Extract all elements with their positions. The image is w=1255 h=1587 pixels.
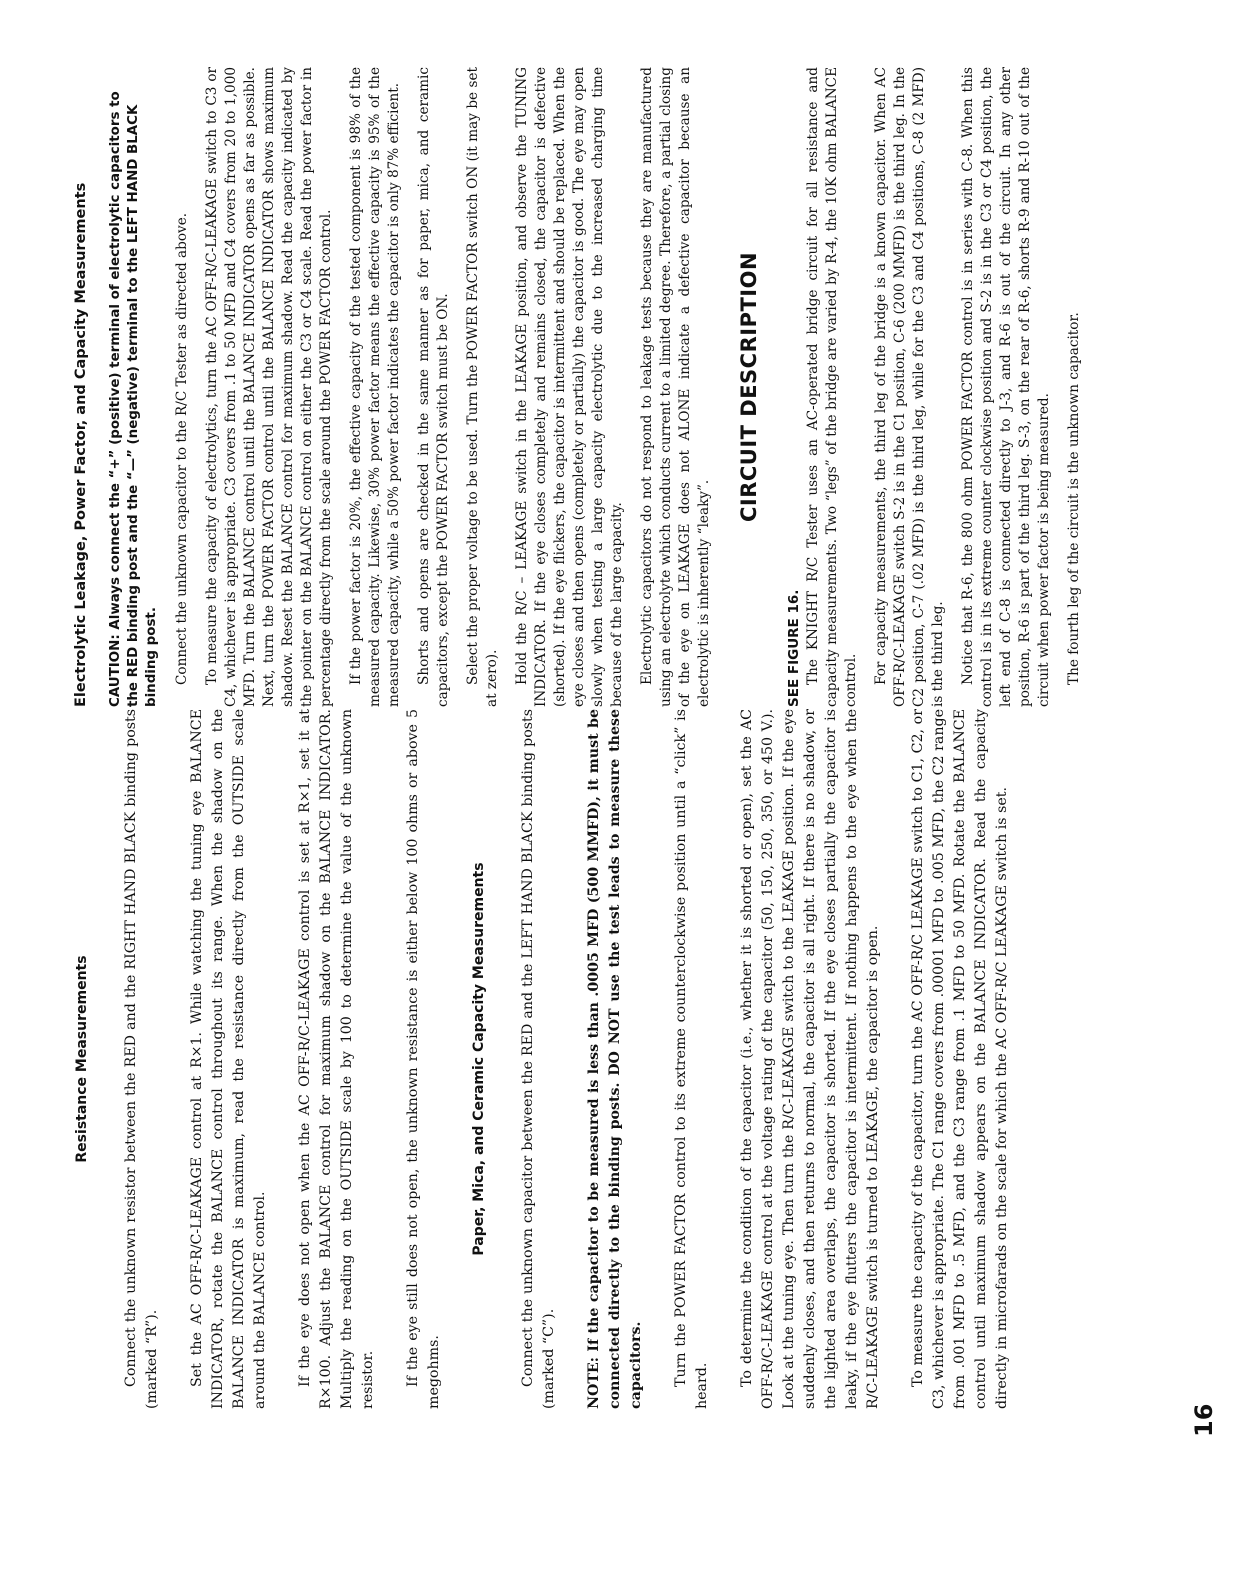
electrolytic-heading: Electrolytic Leakage, Power Factor, and Capacity Measurements [73,182,89,707]
caution-note: CAUTION: Always connect the “+” (positive) terminal of electrolytic capacitors to the RED binding post and the “—” (negative) terminal to the LEFT HAND BLACK binding post. [108,91,159,707]
circuit-paragraph-2: For capacity measurements, the third leg of the bridge is a known capacitor. When AC OFF-R/C-LEAKAGE switch S-2 is in the C1 position, C-6 (200 MMFD) is the third leg. In the C2 position, C-7 (.02 MFD) is the third leg, while for the C3 and C4 positions, C-8 (2 MFD) is the third leg. [873,67,946,707]
electrolytic-paragraph-5: Select the proper voltage to be used. Turn the POWER FACTOR switch ON (it may be set at zero). [465,67,500,707]
electrolytic-paragraph-4: Shorts and opens are checked in the same manner as for paper, mica, and ceramic capacitors, except the POWER FACTOR switch must be ON. [416,67,451,707]
see-figure-label: SEE FIGURE 16. [786,589,802,707]
electrolytic-paragraph-2: To measure the capacity of electrolytics, turn the AC OFF-R/C-LEAKAGE switch to C3 or C4, whichever is appropriate. C3 covers from .1 to 50 MFD and C4 covers from 20 to 1,000 MFD. Turn the BALANCE control until the BALANCE INDICATOR opens as far as possible. Next, turn the POWER FACTOR control until the BALANCE INDICATOR shows maximum shadow. Reset the BALANCE control for maximum shadow. Read the capacity indicated by the pointer on the BALANCE control on either the C3 or C4 scale. Read the power factor in percentage directly from the scale around the POWER FACTOR control. [204,67,334,707]
circuit-paragraph-1: The KNIGHT R/C Tester uses an AC-operated bridge circuit for all resistance and capacity measurements. Two “legs” of the bridge are varied by R-4, the 10K ohm BALANCE control. [805,67,859,707]
resistance-heading: Resistance Measurements [74,955,90,1163]
resistance-paragraph-4: If the eye still does not open, the unknown resistance is either below 100 ohms or above 5 megohms. [405,709,442,1409]
paper-paragraph-3: To determine the condition of the capacitor (i.e., whether it is shorted or open), set the AC OFF-R/C-LEAKAGE control at the voltage rating of the capacitor (50, 150, 250, 350, or 450 V.). Look at the tuning eye. Then turn the R/C-LEAKAGE switch to the LEAKAGE position. If the eye suddenly closes, and then returns to normal, the capacitor is all right. If there is no shadow, or the lighted area overlaps, the capacitor is shorted. If the eye closes partially the capacitor is leaky, if the eye flutters the capacitor is intermittent. If nothing happens to the eye when the R/C-LEAKAGE switch is turned to LEAKAGE, the capacitor is open. [739,709,881,1409]
electrolytic-paragraph-3: If the power factor is 20%, the effective capacity of the tested component is 98% of the measured capacity. Likewise, 30% power factor means the effective capacity is 95% of the measured capacity, while a 50% power factor indicates the capacitor is only 87% efficient. [348,67,402,707]
electrolytic-paragraph-6: Hold the R/C – LEAKAGE switch in the LEAKAGE position, and observe the TUNING INDICATOR. If the eye closes completely and remains closed, the capacitor is defective (shorted). If the eye flickers, the capacitor is intermittent and should be replaced. When the eye closes and then opens (completely or partially) the capacitor is good. The eye may open slowly when testing a large capacity electrolytic due to the increased charging time because of the large capacity. [514,67,625,707]
paper-paragraph-1: Connect the unknown capacitor between the RED and the LEFT HAND BLACK binding posts (marked “C”). [520,709,557,1409]
paper-paragraph-2: Turn the POWER FACTOR control to its extreme counterclockwise position until a “click” is heard. [673,709,710,1409]
circuit-description-heading: CIRCUIT DESCRIPTION [737,251,761,523]
left-column [72,709,1037,1409]
right-column [72,67,1095,707]
resistance-paragraph-1: Connect the unknown resistor between the RED and the RIGHT HAND BLACK binding posts (marked “R”). [123,709,160,1409]
circuit-paragraph-4: The fourth leg of the circuit is the unknown capacitor. [1066,312,1082,685]
resistance-paragraph-3: If the eye does not open when the AC OFF-R/C-LEAKAGE control is set at R×1, set it at R×100. Adjust the BALANCE control for maximum shadow on the BALANCE INDICATOR. Multiply the reading on the OUTSIDE scale by 100 to determine the value of the unknown resistor. [297,709,376,1409]
resistance-paragraph-2: Set the AC OFF-R/C-LEAKAGE control at R×1. While watching the tuning eye BALANCE INDICATOR, rotate the BALANCE control throughout its range. When the shadow on the BALANCE INDICATOR is maximum, read the resistance directly from the OUTSIDE scale around the BALANCE control. [189,709,268,1409]
page-number: 16 [1190,1403,1218,1437]
paper-note: NOTE: If the capacitor to be measured is less than .0005 MFD (500 MMFD), it must be connected directly to the binding posts. DO NOT use the test leads to measure these capacitors. [586,709,644,1409]
electrolytic-paragraph-7: Electrolytic capacitors do not respond to leakage tests because they are manufactured using an electrolyte which conducts current to a limited degree. Therefore, a partial closing of the eye on LEAKAGE does not ALONE indicate a defective capacitor because an electrolytic is inherently “leaky”. [639,67,712,707]
electrolytic-paragraph-1: Connect the unknown capacitor to the R/C Tester as directed above. [174,212,190,685]
circuit-paragraph-3: Notice that R-6, the 800 ohm POWER FACTOR control is in series with C-8. When this control is in its extreme counter clockwise position and S-2 is in the C3 or C4 position, the left end of C-8 is connected directly to J-3, and R-6 is out of the circuit. In any other position, R-6 is part of the third leg. S-3, on the rear of R-6, shorts R-9 and R-10 out of the circuit when power factor is being measured. [960,67,1052,707]
paper-paragraph-4: To measure the capacity of the capacitor, turn the AC OFF-R/C LEAKAGE switch to C1, C2, or C3, whichever is appropriate. The C1 range covers from .00001 MFD to .005 MFD, the C2 range from .001 MFD to .5 MFD, and the C3 range from .1 MFD to 50 MFD. Rotate the BALANCE control until maximum shadow appears on the BALANCE INDICATOR. Read the capacity directly in microfarads on the scale for which the AC OFF-R/C LEAKAGE switch is set. [910,709,1010,1409]
paper-mica-heading: Paper, Mica, and Ceramic Capacity Measurements [471,862,487,1256]
